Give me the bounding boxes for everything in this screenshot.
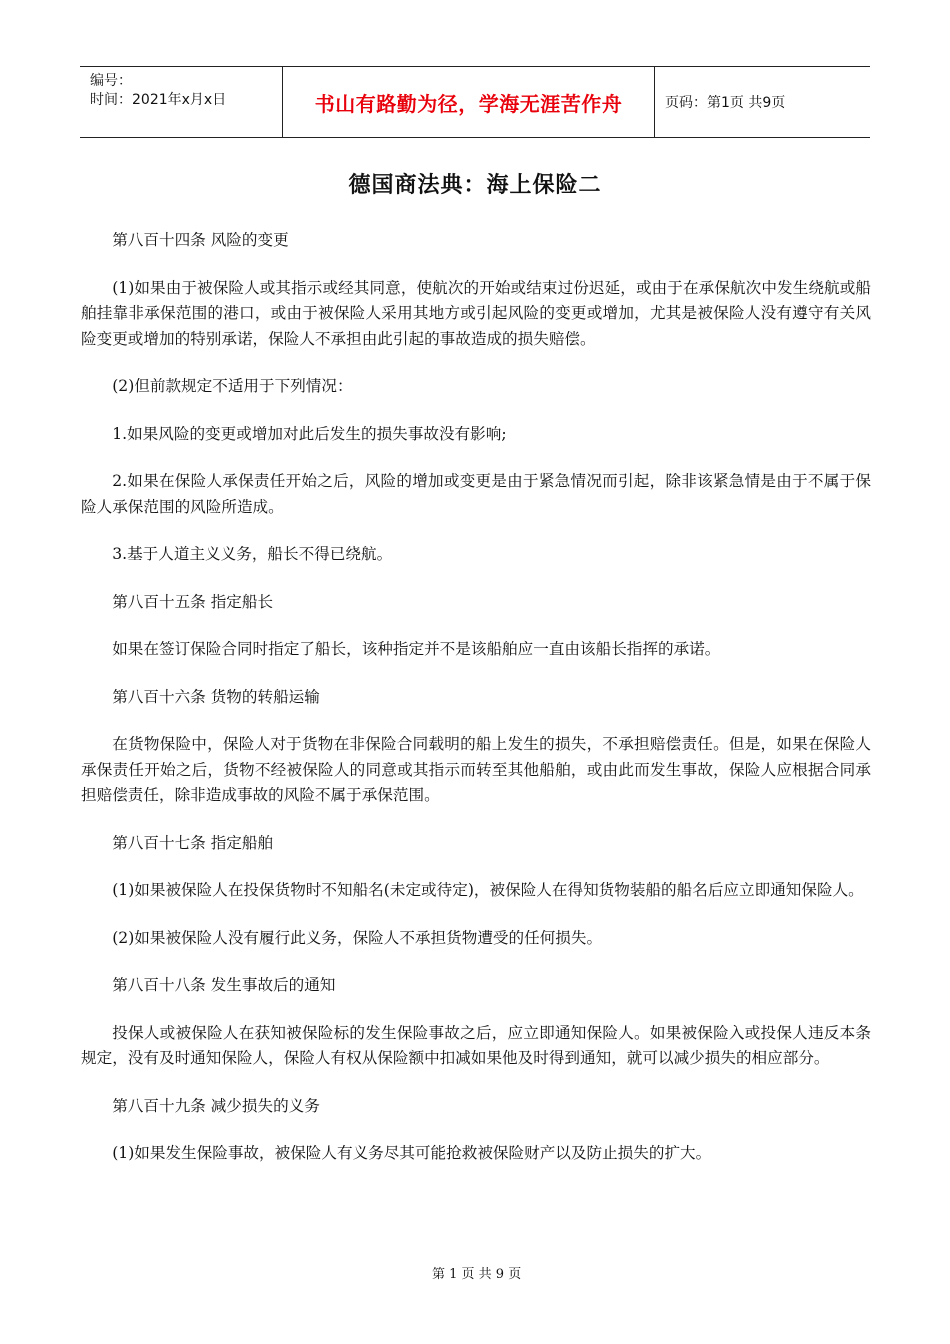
document-header [80,66,870,138]
article-heading: 第八百十七条 指定船舶 [112,833,274,852]
paragraph: (1)如果由于被保险人或其指示或经其同意，使航次的开始或结束过份迟延，或由于在承保航次中发生绕航或船舶挂靠非承保范围的港口，或由于被保险人采用其地方或引起风险的变更或增加，尤其是被保险人没有遵守有关风险变更或增加的特别承诺，保险人不承担由此引起的事故造成的损失赔偿。 [81,278,871,348]
article-heading: 第八百十八条 发生事故后的通知 [112,976,336,994]
article-heading: 第八百十四条 风险的变更 [112,231,289,249]
paragraph: 1.如果风险的变更或增加对此后发生的损失事故没有影响; [112,424,507,443]
paragraph: (1)如果被保险人在投保货物时不知船名(未定或待定)，被保险人在得知货物装船的船名后应立即通知保险人。 [112,881,864,899]
paragraph: (1)如果发生保险事故，被保险人有义务尽其可能抢救被保险财产以及防止损失的扩大。 [112,1144,712,1162]
paragraph: 2.如果在保险人承保责任开始之后，风险的增加或变更是由于紧急情况而引起，除非该紧急情是由于不属于保险人承保范围的风险所造成。 [81,472,871,516]
header-motto: 书山有路勤为径，学海无涯苦作舟 [282,67,655,137]
paragraph: (2)但前款规定不适用于下列情况： [112,377,353,395]
paragraph: 在货物保险中，保险人对于货物在非保险合同载明的船上发生的损失，不承担赔偿责任。但是，如果在保险人承保责任开始之后，货物不经被保险人的同意或其指示而转至其他船舶，或由此而发生事故，保险人应根据合同承担赔偿责任，除非造成事故的风险不属于承保范围。 [81,735,871,804]
document-title: 德国商法典：海上保险二 [348,173,602,198]
article-heading: 第八百十五条 指定船长 [112,592,274,611]
paragraph: (2)如果被保险人没有履行此义务，保险人不承担货物遭受的任何损失。 [112,928,603,947]
paragraph: 投保人或被保险人在获知被保险标的发生保险事故之后，应立即通知保险人。如果被保险入或投保人违反本条规定，没有及时通知保险人，保险人有权从保险额中扣减如果他及时得到通知，就可以减少损失的相应部分。 [81,1023,871,1067]
paragraph: 3.基于人道主义义务，船长不得已绕航。 [112,545,393,563]
document-body [81,228,871,1189]
time-label: 时间：2021年x月x日 [90,92,227,108]
article-heading: 第八百十九条 减少损失的义务 [112,1096,320,1115]
page-footer: 第 1 页 共 9 页 [432,1267,522,1282]
article-heading: 第八百十六条 货物的转船运输 [112,687,320,706]
paragraph: 如果在签订保险合同时指定了船长，该种指定并不是该船舶应一直由该船长指挥的承诺。 [112,640,721,658]
header-meta [80,67,282,137]
header-page-info: 页码：第1页 共9页 [665,95,786,111]
number-label: 编号： [90,73,132,89]
